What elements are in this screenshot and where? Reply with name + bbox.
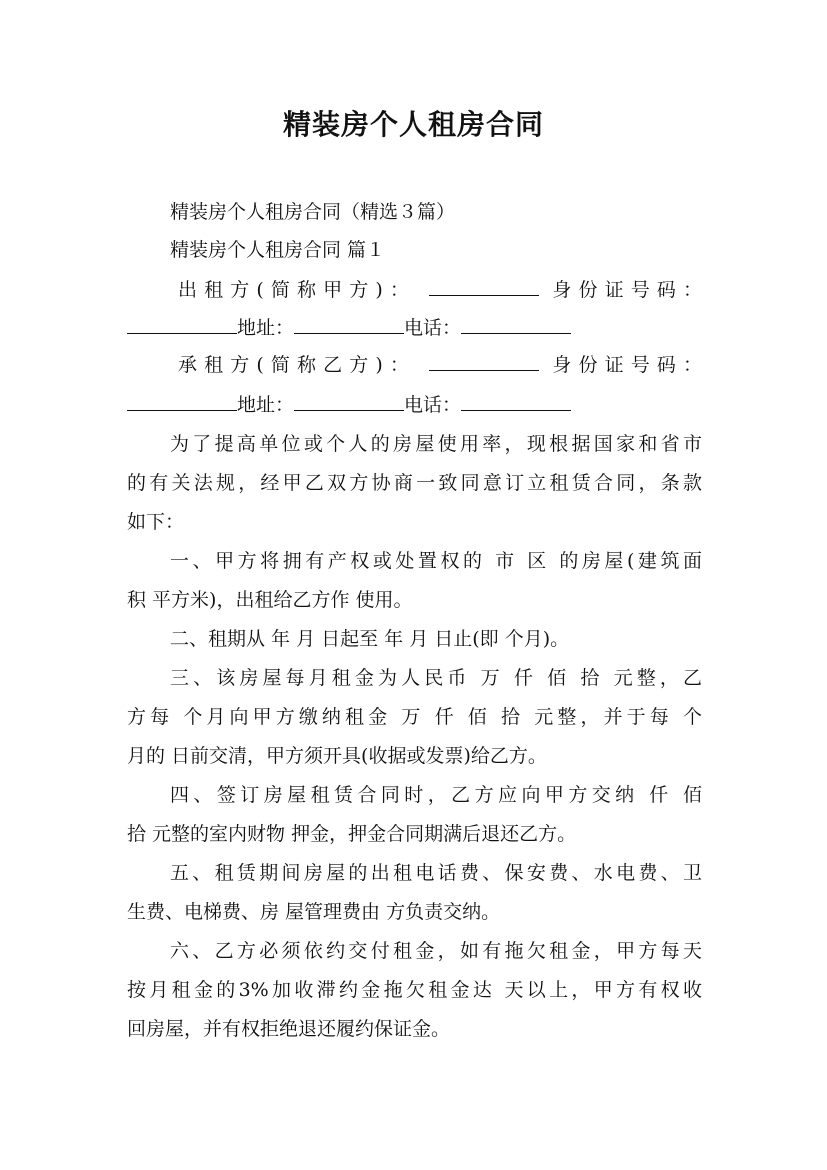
lessee-name-blank [429, 352, 539, 371]
paragraph-line: 拾 元整的室内财物 押金，押金合同期满后退还乙方。 [127, 823, 577, 845]
lessor-address-blank [294, 315, 404, 334]
lessee-contact-line [127, 392, 702, 418]
paragraph-line: 方每 个月向甲方缴纳租金 万 仟 佰 拾 元整，并于每 个 [127, 706, 702, 728]
lessor-name-blank [429, 277, 539, 296]
paragraph-line: 积 平方米)，出租给乙方作 使用。 [127, 589, 413, 611]
lessor-address-label: 地址： [237, 317, 295, 339]
lessor-contact-line [127, 315, 702, 341]
paragraph-line: 月的 日前交清，甲方须开具(收据或发票)给乙方。 [127, 745, 547, 767]
paragraph-line: 生费、电梯费、房 屋管理费由 方负责交纳。 [127, 901, 501, 923]
lessor-label: 出租方(简称甲方)： [178, 279, 417, 301]
lessee-line [178, 352, 702, 378]
lessor-phone-label: 电话： [404, 317, 462, 339]
lessor-id-blank [127, 315, 237, 334]
lessee-phone-label: 电话： [404, 394, 462, 416]
lessor-phone-blank [461, 315, 571, 334]
paragraph-line: 的有关法规，经甲乙双方协商一致同意订立租赁合同，条款 [127, 472, 702, 494]
paragraph-line: 如下： [127, 511, 185, 533]
lessee-address-blank [294, 392, 404, 411]
paragraph-line: 按月租金的3%加收滞约金拖欠租金达 天以上，甲方有权收 [127, 979, 702, 1001]
paragraph-line: 六、乙方必须依约交付租金，如有拖欠租金，甲方每天 [170, 940, 702, 962]
paragraph-line: 回房屋，并有权拒绝退还履约保证金。 [127, 1018, 451, 1040]
paragraph-line: 一、甲方将拥有产权或处置权的 市 区 的房屋(建筑面 [170, 550, 702, 572]
paragraph-line: 为了提高单位或个人的房屋使用率，现根据国家和省市 [170, 433, 702, 455]
paragraph-line: 四、签订房屋租赁合同时，乙方应向甲方交纳 仟 佰 [170, 784, 702, 806]
lessee-address-label: 地址： [237, 394, 295, 416]
paragraph-line: 五、租赁期间房屋的出租电话费、保安费、水电费、卫 [170, 862, 702, 884]
lessor-line [178, 277, 702, 303]
paragraph-line: 二、租期从 年 月 日起至 年 月 日止(即 个月)。 [170, 628, 570, 650]
document-subtitle: 精装房个人租房合同（精选３篇） [170, 201, 456, 223]
section-heading: 精装房个人租房合同 篇１ [170, 239, 386, 261]
lessee-phone-blank [461, 392, 571, 411]
paragraph-line: 三、该房屋每月租金为人民币 万 仟 佰 拾 元整，乙 [170, 667, 702, 689]
lessee-id-label: 身份证号码： [552, 354, 702, 376]
lessee-id-blank [127, 392, 237, 411]
lessee-label: 承租方(简称乙方)： [178, 354, 417, 376]
document-title: 精装房个人租房合同 [282, 108, 544, 141]
lessor-id-label: 身份证号码： [552, 279, 702, 301]
